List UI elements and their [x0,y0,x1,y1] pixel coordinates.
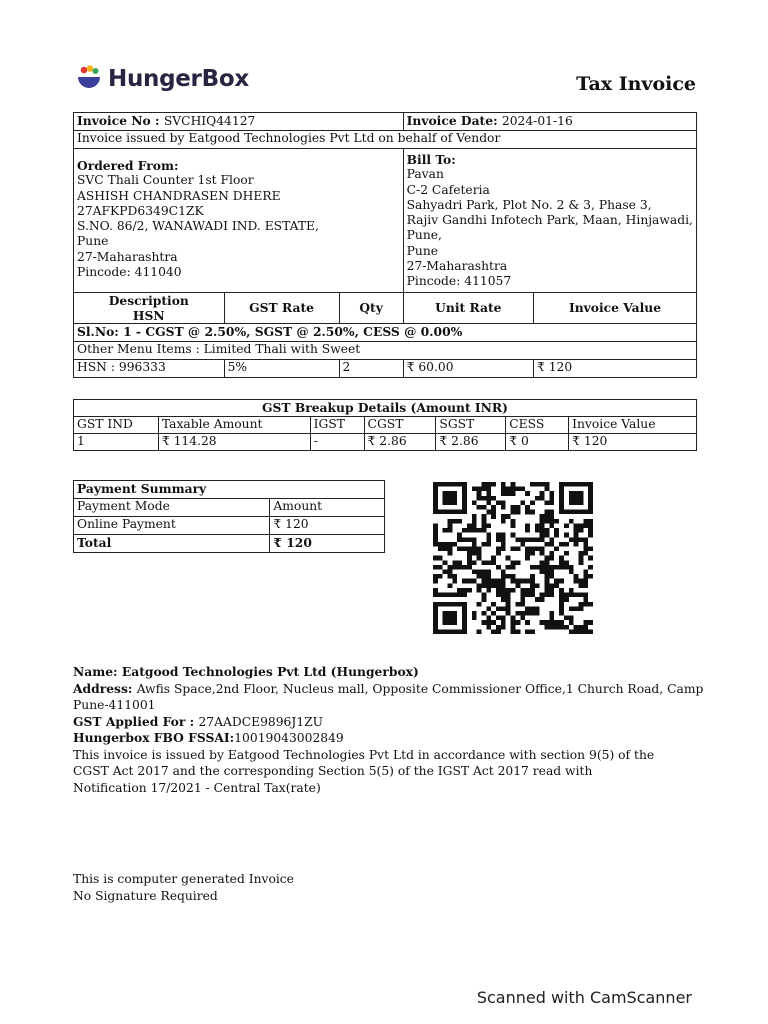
company-fssai: Hungerbox FBO FSSAI:10019043002849 [73,730,344,745]
gst-header-cell: Invoice Value [569,417,697,434]
ordered-from-line: 27AFKPD6349C1ZK [77,203,204,218]
header-description: Description HSN [74,292,225,323]
hungerbox-logo-icon [76,64,102,94]
gst-header-cell: SGST [436,417,506,434]
invoice-date: 2024-01-16 [501,114,573,128]
bill-to-line: Pune [406,243,439,258]
gst-breakup-title: GST Breakup Details (Amount INR) [74,400,697,417]
gst-cell: ₹ 114.28 [158,434,310,451]
gst-header-cell: CESS [506,417,569,434]
bill-to-line: Pincode: 411057 [406,274,512,289]
ordered-from-line: ASHISH CHANDRASEN DHERE [77,188,281,203]
legal-line: This invoice is issued by Eatgood Technologies Pvt Ltd in accordance with section 9(5) of the [73,747,655,762]
gst-data-row [74,434,697,451]
scanner-watermark: Scanned with CamScanner [476,988,692,1007]
ordered-from-line: S.NO. 86/2, WANAWADI IND. ESTATE, [77,219,319,234]
bill-to-block [403,149,696,293]
invoice-number-cell [74,113,404,131]
gst-cell: ₹ 0 [506,434,569,451]
gst-cell: ₹ 2.86 [364,434,436,451]
bill-to-line: C-2 Cafeteria [406,182,490,197]
computer-generated-note [73,871,294,905]
invoice-number-label: Invoice No : [77,113,164,128]
gst-header-cell: IGST [310,417,364,434]
gst-cell: ₹ 2.86 [436,434,506,451]
gst-cell: ₹ 120 [569,434,697,451]
brand-logo [76,64,249,94]
ordered-from-line: 27-Maharashtra [77,249,178,264]
header-unit-rate: Unit Rate [403,292,533,323]
note-line: This is computer generated Invoice [73,872,294,886]
total-label: Total [74,535,270,553]
gst-header-cell: CGST [364,417,436,434]
legal-line: CGST Act 2017 and the corresponding Section 5(5) of the IGST Act 2017 read with [73,764,593,778]
brand-name: HungerBox [108,66,249,92]
payment-mode: Online Payment [74,517,270,535]
item-qty: 2 [339,359,403,377]
gst-header-cell: Taxable Amount [158,417,310,434]
invoice-date-label: Invoice Date: [406,113,502,128]
legal-line: Notification 17/2021 - Central Tax(rate) [73,780,321,795]
item-tax-line: Sl.No: 1 - CGST @ 2.50%, SGST @ 2.50%, CESS @ 0.00% [74,323,697,341]
bill-to-line: 27-Maharashtra [406,259,508,274]
item-unit-rate: ₹ 60.00 [403,359,533,377]
payment-mode-header: Payment Mode [74,499,270,517]
item-invoice-value: ₹ 120 [534,359,697,377]
item-row [74,359,697,377]
note-line: No Signature Required [73,889,218,903]
item-gst-rate: 5% [224,359,339,377]
company-details [73,664,733,796]
payment-amount: ₹ 120 [270,517,385,535]
item-name: Other Menu Items : Limited Thali with Sweet [74,341,697,359]
header-gst-rate: GST Rate [224,292,339,323]
company-name-line: Name: Eatgood Technologies Pvt Ltd (Hungerbox) [73,664,419,679]
gst-header-row [74,417,697,434]
document-title: Tax Invoice [576,73,696,95]
invoice-main-table [73,112,697,378]
company-gst: GST Applied For : 27AADCE9896J1ZU [73,713,324,729]
gst-cell: - [310,434,364,451]
invoice-date-cell [403,113,696,131]
bill-to-line: Sahyadri Park, Plot No. 2 & 3, Phase 3, [406,197,652,212]
payment-summary-title: Payment Summary [74,481,385,499]
ordered-from-line: Pincode: 411040 [77,265,182,280]
gst-header-cell: GST IND [74,417,159,434]
bill-to-line: Pune, [406,228,442,243]
ordered-from-heading: Ordered From: [77,158,179,173]
ordered-from-line: Pune [77,234,109,249]
item-hsn: HSN : 996333 [74,359,225,377]
bill-to-line: Rajiv Gandhi Infotech Park, Maan, Hinjawadi, [406,213,693,228]
payment-amount-header: Amount [270,499,385,517]
gst-cell: 1 [74,434,159,451]
ordered-from-block [74,149,404,293]
qr-code-icon [433,482,593,634]
total-amount: ₹ 120 [270,535,385,553]
company-address: Address: Awfis Space,2nd Floor, Nucleus mall, Opposite Commissioner Office,1 Church Road, Camp [73,680,704,696]
header-invoice-value: Invoice Value [534,292,697,323]
gst-breakup-table [73,399,697,451]
bill-to-heading: Bill To: [406,152,456,167]
issued-by-line: Invoice issued by Eatgood Technologies Pvt Ltd on behalf of Vendor [74,131,697,149]
header-qty: Qty [339,292,403,323]
invoice-number: SVCHIQ44127 [163,114,256,128]
payment-summary-table [73,480,385,553]
ordered-from-line: SVC Thali Counter 1st Floor [77,173,254,188]
bill-to-line: Pavan [406,167,444,182]
company-address-line2: Pune-411001 [73,698,156,712]
